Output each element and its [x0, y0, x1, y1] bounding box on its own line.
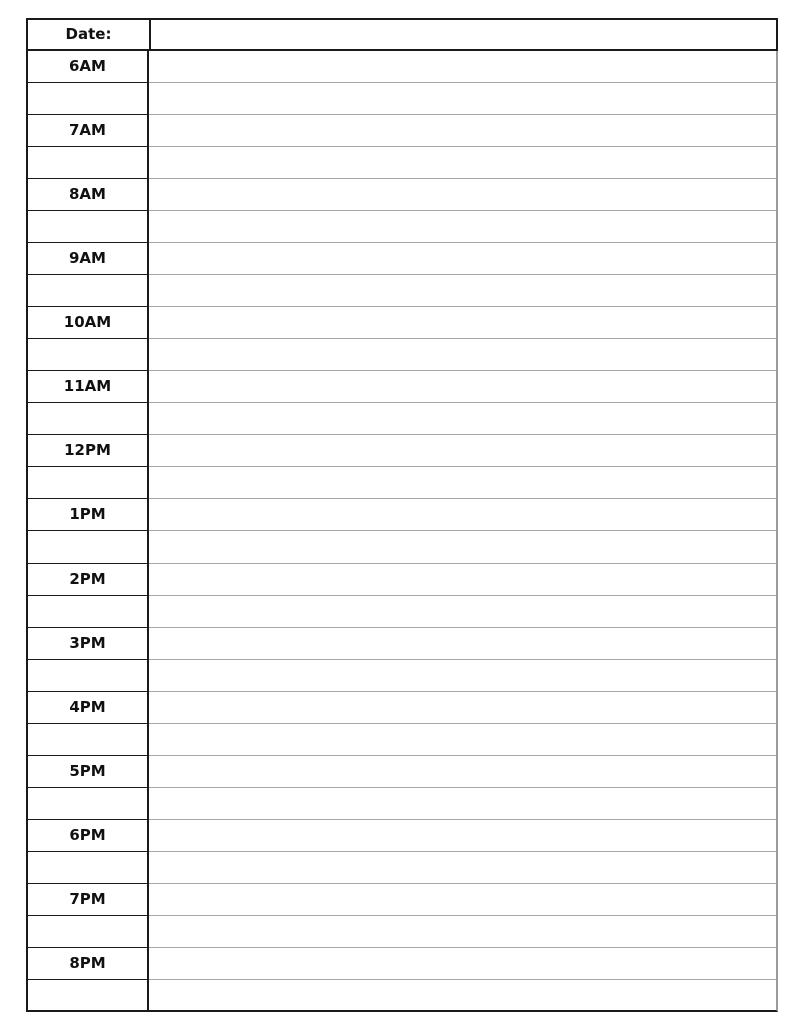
note-line[interactable] [149, 243, 776, 275]
note-line[interactable] [149, 115, 776, 147]
half-hour-slot [28, 788, 147, 820]
hour-label: 8PM [69, 953, 106, 972]
hour-slot [28, 371, 147, 403]
hour-slot [28, 435, 147, 467]
note-line[interactable] [149, 179, 776, 211]
half-hour-slot [28, 596, 147, 628]
hour-slot [28, 948, 147, 980]
date-label: Date: [28, 20, 151, 49]
hour-label: 12PM [64, 441, 111, 460]
note-line[interactable] [149, 916, 776, 948]
half-hour-slot [28, 403, 147, 435]
half-hour-slot [28, 339, 147, 371]
hour-label: 3PM [69, 633, 106, 652]
hour-label: 11AM [63, 377, 112, 396]
hour-slot [28, 179, 147, 211]
note-line[interactable] [149, 596, 776, 628]
half-hour-slot [28, 275, 147, 307]
hour-label: 7AM [69, 121, 106, 140]
note-line[interactable] [149, 403, 776, 435]
note-line[interactable] [149, 51, 776, 83]
hour-label: 9AM [69, 249, 106, 268]
hour-slot [28, 820, 147, 852]
note-line[interactable] [149, 371, 776, 403]
half-hour-slot [28, 532, 147, 564]
note-line[interactable] [149, 788, 776, 820]
note-line[interactable] [149, 307, 776, 339]
half-hour-slot [28, 660, 147, 692]
half-hour-slot [28, 147, 147, 179]
note-line[interactable] [149, 884, 776, 916]
note-line[interactable] [149, 980, 776, 1012]
half-hour-slot [28, 980, 147, 1012]
note-line[interactable] [149, 852, 776, 884]
hour-slot [28, 564, 147, 596]
time-column [26, 51, 149, 1012]
note-line[interactable] [149, 660, 776, 692]
notes-column [149, 51, 778, 1012]
hour-slot [28, 243, 147, 275]
half-hour-slot [28, 211, 147, 243]
note-line[interactable] [149, 724, 776, 756]
hour-label: 2PM [69, 569, 106, 588]
hour-label: 1PM [69, 505, 106, 524]
note-line[interactable] [149, 532, 776, 564]
hour-label: 10AM [63, 313, 112, 332]
half-hour-slot [28, 467, 147, 499]
note-line[interactable] [149, 499, 776, 531]
note-line[interactable] [149, 435, 776, 467]
note-line[interactable] [149, 756, 776, 788]
note-line[interactable] [149, 692, 776, 724]
hour-slot [28, 692, 147, 724]
hour-label: 8AM [69, 185, 106, 204]
note-line[interactable] [149, 467, 776, 499]
hour-label: 6PM [69, 825, 106, 844]
hour-label: 7PM [69, 889, 106, 908]
half-hour-slot [28, 724, 147, 756]
hour-slot [28, 499, 147, 531]
note-line[interactable] [149, 211, 776, 243]
daily-planner [26, 18, 778, 1012]
half-hour-slot [28, 916, 147, 948]
hour-label: 6AM [69, 57, 106, 75]
date-field[interactable] [151, 20, 776, 49]
hour-slot [28, 884, 147, 916]
note-line[interactable] [149, 948, 776, 980]
note-line[interactable] [149, 275, 776, 307]
note-line[interactable] [149, 564, 776, 596]
hour-slot [28, 628, 147, 660]
hour-slot [28, 115, 147, 147]
hour-slot [28, 756, 147, 788]
half-hour-slot [28, 852, 147, 884]
hour-slot [28, 307, 147, 339]
hour-grid [26, 51, 778, 1012]
note-line[interactable] [149, 83, 776, 115]
note-line[interactable] [149, 339, 776, 371]
half-hour-slot [28, 83, 147, 115]
hour-label: 4PM [69, 697, 106, 716]
note-line[interactable] [149, 147, 776, 179]
hour-slot [28, 51, 147, 83]
hour-label: 5PM [69, 761, 106, 780]
note-line[interactable] [149, 628, 776, 660]
date-header-row [26, 18, 778, 51]
note-line[interactable] [149, 820, 776, 852]
